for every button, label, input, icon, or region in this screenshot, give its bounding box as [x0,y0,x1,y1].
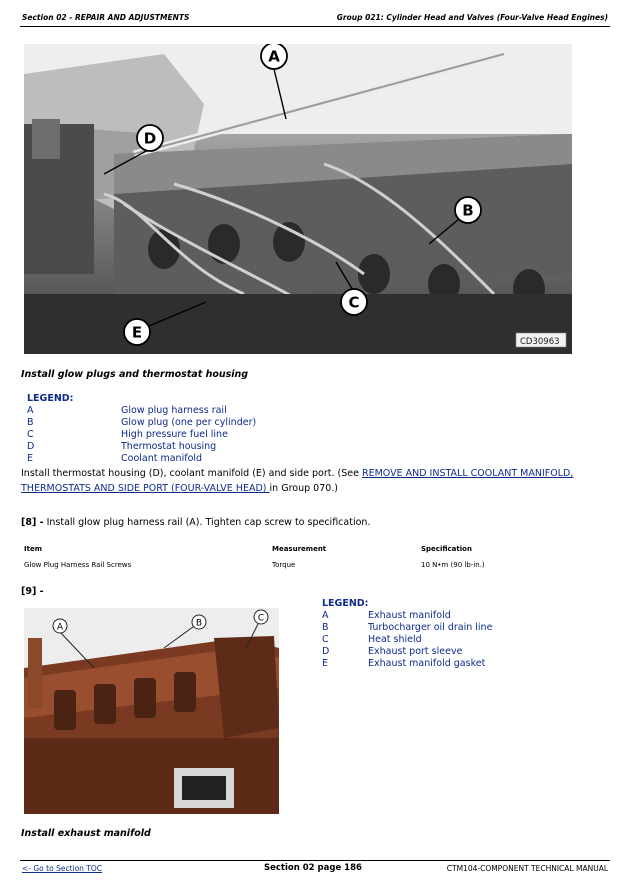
callout-c [341,289,367,315]
exhaust-photo-illustration [24,608,279,814]
spec-header-specification: Specification [421,545,472,553]
footer-rule [20,860,610,861]
legend2-title: LEGEND: [322,598,369,609]
engine-photo-illustration [24,44,572,354]
image-code-label: CD30963 [520,337,560,347]
spec-cell-item: Glow Plug Harness Rail Screws [24,561,132,569]
callout-c [254,610,268,624]
svg-text:E: E [131,323,143,342]
svg-text:D: D [143,129,157,148]
engine-photo-exhaust-manifold [24,608,279,814]
svg-text:C: C [348,293,360,312]
svg-text:B: B [462,201,474,220]
legend1-title: LEGEND: [27,393,74,404]
callout-b [455,197,481,223]
section-header: Section 02 - REPAIR AND ADJUSTMENTS [22,13,190,22]
engine-photo-glow-plugs [24,44,572,354]
callout-e [124,319,150,345]
svg-text:B: B [195,618,203,629]
spec-cell-specification: 10 N•m (90 lb-in.) [421,561,485,569]
figure1-caption: Install glow plugs and thermostat housing [21,369,249,380]
coolant-manifold-link[interactable]: REMOVE AND INSTALL COOLANT MANIFOLD, [361,468,574,479]
page-number: Section 02 page 186 [264,863,362,873]
figure2-caption: Install exhaust manifold [21,828,151,839]
group-header: Group 021: Cylinder Head and Valves (Four-Valve Head Engines) [336,13,608,22]
header-rule [20,26,610,27]
coolant-manifold-link-continued[interactable]: THERMOSTATS AND SIDE PORT (FOUR-VALVE HEAD) [21,483,270,494]
spec-header-measurement: Measurement [272,545,327,553]
callout-b [192,615,206,629]
callout-a [53,619,67,633]
section-toc-link[interactable]: <- Go to Section TOC [22,864,103,873]
spec-header-item: Item [24,545,42,553]
svg-text:C: C [257,613,265,624]
svg-text:A: A [268,47,280,66]
manual-title: CTM104-COMPONENT TECHNICAL MANUAL [446,864,608,873]
svg-text:A: A [56,622,64,633]
step-9: [9] - [21,586,44,597]
step-8: [8] - Install glow plug harness rail (A). Tighten cap screw to specification. [21,517,371,528]
install-thermostat-paragraph: Install thermostat housing (D), coolant manifold (E) and side port. (See REMOVE AND INSTALL COOLANT MANIFOLD, THERMOSTATS AND SIDE PORT (FOUR-VALVE HEAD) in Group 070.) [21,468,574,494]
callout-a [261,44,287,69]
spec-cell-measurement: Torque [272,561,296,569]
callout-d [137,125,163,151]
